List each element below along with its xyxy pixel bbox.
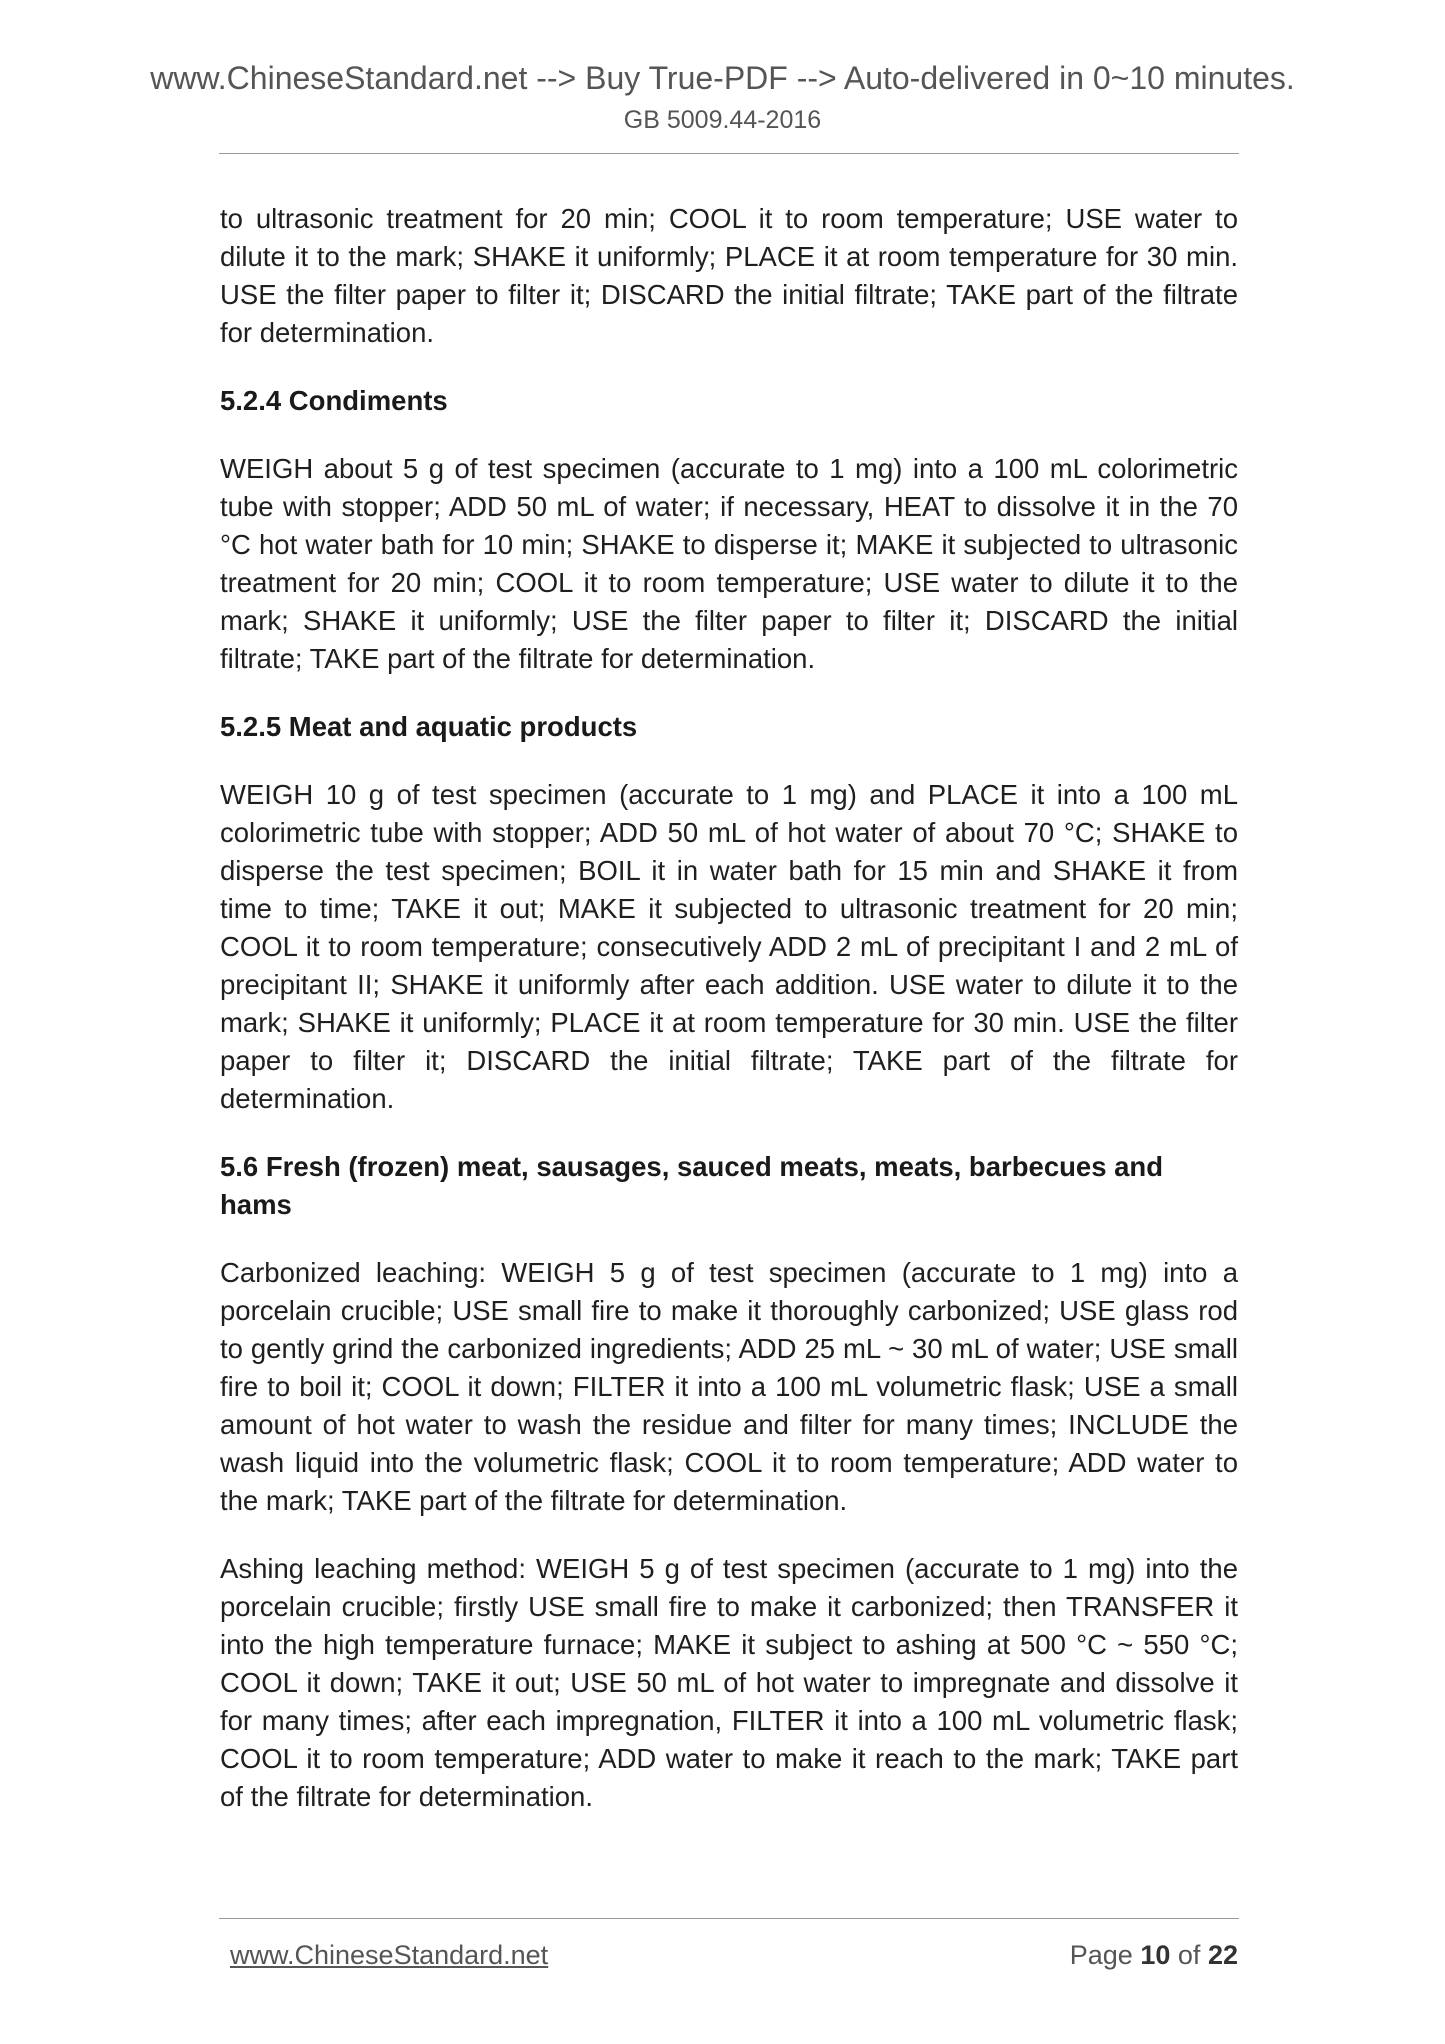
section-heading-5-2-4: 5.2.4 Condiments bbox=[220, 385, 448, 416]
page-body bbox=[220, 200, 1238, 1846]
header-divider bbox=[219, 153, 1239, 154]
page-current: 10 bbox=[1140, 1940, 1171, 1970]
standard-code: GB 5009.44-2016 bbox=[623, 106, 822, 134]
carbonized-leaching-paragraph: Carbonized leaching: WEIGH 5 g of test specimen (accurate to 1 mg) into a porcelain crucible; USE small fire to make it thoroughly carbonized; USE glass rod to gently grind the carbonized ingredients; ADD 25 mL ~ 30 mL of water; USE small fire to boil it; COOL it down; FILTER it into a 100 mL volumetric flask; USE a small amount of hot water to wash the residue and filter for many times; INCLUDE the wash liquid into the volumetric flask; COOL it to room temperature; ADD water to the mark; TAKE part of the filtrate for determination. bbox=[220, 1257, 1238, 1516]
ashing-leaching-paragraph: Ashing leaching method: WEIGH 5 g of test specimen (accurate to 1 mg) into the porcelain crucible; firstly USE small fire to make it carbonized; then TRANSFER it into the high temperature furnace; MAKE it subject to ashing at 500 °C ~ 550 °C; COOL it down; TAKE it out; USE 50 mL of hot water to impregnate and dissolve it for many times; after each impregnation, FILTER it into a 100 mL volumetric flask; COOL it to room temperature; ADD water to make it reach to the mark; TAKE part of the filtrate for determination. bbox=[220, 1553, 1238, 1812]
page-total: 22 bbox=[1207, 1940, 1238, 1970]
page-of-word: of bbox=[1177, 1940, 1201, 1970]
footer-divider bbox=[219, 1918, 1239, 1919]
section-heading-5-6: 5.6 Fresh (frozen) meat, sausages, sauced meats, meats, barbecues and hams bbox=[220, 1151, 1164, 1220]
section-text-5-2-4: WEIGH about 5 g of test specimen (accurate to 1 mg) into a 100 mL colorimetric tube with stopper; ADD 50 mL of water; if necessary, HEAT to dissolve it in the 70 °C hot water bath for 10 min; SHAKE to disperse it; MAKE it subjected to ultrasonic treatment for 20 min; COOL it to room temperature; USE water to dilute it to the mark; SHAKE it uniformly; USE the filter paper to filter it; DISCARD the initial filtrate; TAKE part of the filtrate for determination. bbox=[220, 453, 1238, 674]
footer-website-link[interactable]: www.ChineseStandard.net bbox=[230, 1940, 549, 1970]
page-indicator bbox=[1070, 1937, 1238, 1973]
page-word: Page bbox=[1069, 1940, 1133, 1970]
header-banner: www.ChineseStandard.net --> Buy True-PDF --> Auto-delivered in 0~10 minutes. bbox=[150, 60, 1295, 96]
intro-paragraph: to ultrasonic treatment for 20 min; COOL it to room temperature; USE water to dilute it to the mark; SHAKE it uniformly; PLACE it at room temperature for 30 min. USE the filter paper to filter it; DISCARD the initial filtrate; TAKE part of the filtrate for determination. bbox=[220, 203, 1238, 348]
section-text-5-2-5: WEIGH 10 g of test specimen (accurate to 1 mg) and PLACE it into a 100 mL colorimetric tube with stopper; ADD 50 mL of hot water of about 70 °C; SHAKE to disperse the test specimen; BOIL it in water bath for 15 min and SHAKE it from time to time; TAKE it out; MAKE it subjected to ultrasonic treatment for 20 min; COOL it to room temperature; consecutively ADD 2 mL of precipitant I and 2 mL of precipitant II; SHAKE it uniformly after each addition. USE water to dilute it to the mark; SHAKE it uniformly; PLACE it at room temperature for 30 min. USE the filter paper to filter it; DISCARD the initial filtrate; TAKE part of the filtrate for determination. bbox=[220, 779, 1238, 1114]
section-heading-5-2-5: 5.2.5 Meat and aquatic products bbox=[220, 711, 638, 742]
